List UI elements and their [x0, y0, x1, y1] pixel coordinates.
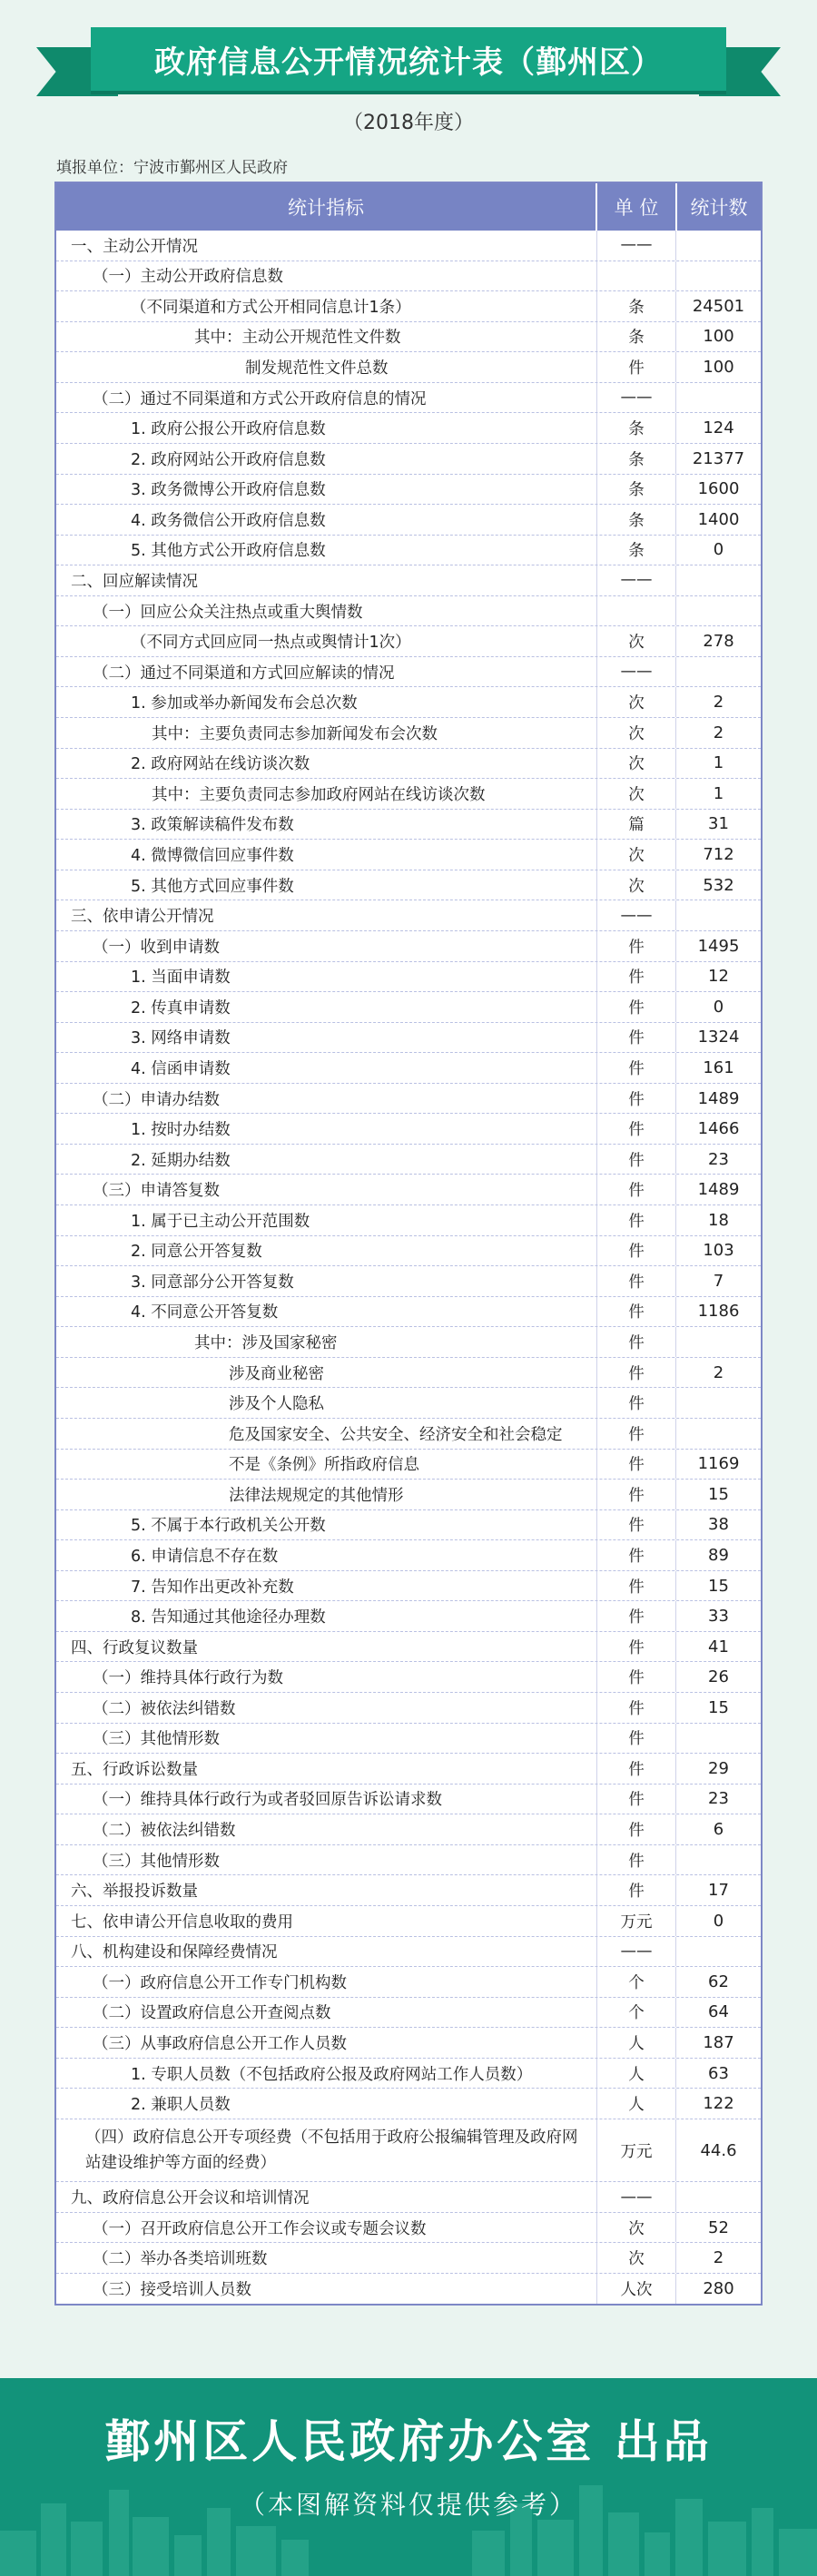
indicator-cell: 2. 政府网站公开政府信息数 [56, 444, 597, 474]
table-row [56, 900, 761, 931]
count-cell: 29 [708, 1758, 729, 1778]
indicator-cell: 2. 政府网站在线访谈次数 [56, 749, 597, 779]
indicator-cell: 1. 按时办结数 [56, 1114, 597, 1144]
indicator-cell: （不同方式回应同一热点或舆情计1次） [56, 626, 597, 656]
indicator-cell: 3. 政务微博公开政府信息数 [56, 475, 597, 505]
table-row [56, 1450, 761, 1480]
unit-cell: 个 [597, 1998, 676, 2028]
count-cell: 1400 [697, 509, 740, 529]
table-row [56, 2119, 761, 2182]
indicator-cell: （二）举办各类培训班数 [56, 2243, 597, 2273]
table-row [56, 2274, 761, 2304]
unit-cell: 件 [597, 1754, 676, 1784]
unit-cell: 次 [597, 779, 676, 809]
indicator-cell: 2. 兼职人员数 [56, 2089, 597, 2119]
count-cell [676, 1419, 761, 1449]
count-cell: 124 [703, 418, 734, 438]
count-cell [676, 1845, 761, 1875]
table-row [56, 687, 761, 718]
table-row [56, 383, 761, 414]
count-cell: 712 [703, 845, 734, 865]
unit-cell: 件 [597, 1510, 676, 1540]
indicator-cell: 其中：主要负责同志参加新闻发布会次数 [56, 718, 597, 748]
unit-cell: 件 [597, 1358, 676, 1388]
unit-cell [597, 261, 676, 291]
unit-cell: 万元 [597, 2119, 676, 2181]
table-row [56, 1967, 761, 1998]
unit-cell: 件 [597, 1693, 676, 1723]
unit-cell: 件 [597, 1724, 676, 1754]
count-cell: 24501 [692, 296, 745, 316]
indicator-cell: 3. 网络申请数 [56, 1023, 597, 1053]
table-row [56, 718, 761, 749]
count-cell: 187 [703, 2032, 734, 2052]
count-cell [676, 231, 761, 261]
unit-cell: 篇 [597, 810, 676, 840]
unit-cell: 条 [597, 322, 676, 352]
indicator-cell: 1. 参加或举办新闻发布会总次数 [56, 687, 597, 717]
table-row [56, 1266, 761, 1297]
count-cell: 7 [713, 1271, 724, 1291]
indicator-cell: 七、依申请公开信息收取的费用 [56, 1906, 597, 1936]
table-row [56, 1358, 761, 1389]
table-row [56, 1662, 761, 1693]
table-row [56, 2089, 761, 2119]
table-row [56, 1510, 761, 1541]
indicator-cell: 2. 传真申请数 [56, 992, 597, 1022]
indicator-cell: 五、行政诉讼数量 [56, 1754, 597, 1784]
table-body [56, 231, 761, 2304]
header-indicator: 统计指标 [56, 183, 597, 231]
count-cell [676, 261, 761, 291]
count-cell [676, 2182, 761, 2212]
unit-cell: 件 [597, 1845, 676, 1875]
unit-cell: 人 [597, 2059, 676, 2089]
count-cell [676, 565, 761, 595]
count-cell: 100 [703, 327, 734, 347]
table-row [56, 992, 761, 1023]
unit-cell: 件 [597, 1205, 676, 1235]
indicator-cell: 不是《条例》所指政府信息 [56, 1450, 597, 1480]
unit-cell: 条 [597, 291, 676, 321]
indicator-cell: （四）政府信息公开专项经费（不包括用于政府公报编辑管理及政府网站建设维护等方面的经费） [56, 2119, 597, 2181]
count-cell: 1489 [697, 1088, 740, 1108]
table-row [56, 1906, 761, 1937]
count-cell [676, 383, 761, 413]
indicator-cell: 4. 信函申请数 [56, 1053, 597, 1083]
indicator-cell: （三）接受培训人员数 [56, 2274, 597, 2304]
indicator-cell: （一）召开政府信息公开工作会议或专题会议数 [56, 2213, 597, 2243]
indicator-cell: 其中：涉及国家秘密 [56, 1327, 597, 1357]
indicator-cell: 涉及商业秘密 [56, 1358, 597, 1388]
indicator-cell: 2. 延期办结数 [56, 1145, 597, 1175]
unit-cell: 次 [597, 840, 676, 870]
page-title: 政府信息公开情况统计表（鄞州区） [91, 27, 726, 91]
unit-cell: 次 [597, 749, 676, 779]
unit-cell: 件 [597, 1175, 676, 1204]
indicator-cell: 5. 不属于本行政机关公开数 [56, 1510, 597, 1540]
footer-disclaimer: （本图解资料仅提供参考） [239, 2490, 577, 2520]
table-row [56, 1785, 761, 1815]
indicator-cell: 九、政府信息公开会议和培训情况 [56, 2182, 597, 2212]
table-row [56, 1937, 761, 1968]
count-cell: 38 [708, 1515, 729, 1535]
indicator-cell: 法律法规规定的其他情形 [56, 1480, 597, 1509]
unit-cell: 件 [597, 1236, 676, 1266]
indicator-cell: 涉及个人隐私 [56, 1388, 597, 1418]
unit-cell: 件 [597, 1145, 676, 1175]
unit-cell: 条 [597, 413, 676, 443]
indicator-cell: 1. 专职人员数（不包括政府公报及政府网站工作人员数） [56, 2059, 597, 2089]
table-row [56, 596, 761, 627]
unit-cell: 件 [597, 1875, 676, 1905]
unit-cell: 件 [597, 1450, 676, 1480]
table-row [56, 749, 761, 780]
table-row [56, 1814, 761, 1845]
table-row [56, 1114, 761, 1145]
unit-cell [597, 596, 676, 626]
indicator-cell: 二、回应解读情况 [56, 565, 597, 595]
count-cell: 0 [713, 1911, 724, 1931]
count-cell: 31 [708, 814, 729, 834]
indicator-cell: 2. 同意公开答复数 [56, 1236, 597, 1266]
count-cell: 2 [713, 1362, 724, 1382]
filling-unit: 填报单位：宁波市鄞州区人民政府 [56, 159, 288, 177]
table-row [56, 2213, 761, 2244]
count-cell: 41 [708, 1637, 729, 1657]
indicator-cell: （二）被依法纠错数 [56, 1693, 597, 1723]
table-row [56, 1540, 761, 1571]
table-row [56, 2028, 761, 2059]
unit-cell: 件 [597, 931, 676, 961]
indicator-cell: 5. 其他方式公开政府信息数 [56, 536, 597, 565]
table-row [56, 657, 761, 688]
unit-cell: —— [597, 900, 676, 930]
title-banner [0, 27, 817, 100]
count-cell [676, 900, 761, 930]
indicator-cell: 三、依申请公开情况 [56, 900, 597, 930]
table-row [56, 565, 761, 596]
count-cell: 1186 [697, 1302, 740, 1322]
count-cell [676, 1327, 761, 1357]
unit-cell: —— [597, 1937, 676, 1967]
count-cell: 1495 [697, 936, 740, 956]
unit-cell: 件 [597, 1785, 676, 1814]
table-row [56, 1601, 761, 1632]
indicator-cell: （三）其他情形数 [56, 1724, 597, 1754]
report-year: （2018年度） [343, 112, 474, 134]
indicator-cell: （一）维持具体行政行为或者驳回原告诉讼请求数 [56, 1785, 597, 1814]
indicator-cell: 1. 当面申请数 [56, 962, 597, 992]
unit-cell: 件 [597, 1480, 676, 1509]
count-cell: 44.6 [700, 2140, 737, 2160]
footer-title: 鄞州区人民政府办公室 出品 [104, 2414, 713, 2468]
unit-cell: 件 [597, 1266, 676, 1296]
count-cell: 1324 [697, 1027, 740, 1047]
count-cell: 15 [708, 1484, 729, 1504]
indicator-cell: （二）通过不同渠道和方式公开政府信息的情况 [56, 383, 597, 413]
count-cell: 63 [708, 2063, 729, 2083]
indicator-cell: 其中：主要负责同志参加政府网站在线访谈次数 [56, 779, 597, 809]
indicator-cell: 7. 告知作出更改补充数 [56, 1571, 597, 1601]
count-cell: 6 [713, 1820, 724, 1840]
indicator-cell: 3. 同意部分公开答复数 [56, 1266, 597, 1296]
indicator-cell: 1. 属于已主动公开范围数 [56, 1205, 597, 1235]
table-row [56, 810, 761, 841]
unit-cell: —— [597, 2182, 676, 2212]
table-row [56, 536, 761, 566]
unit-cell: 件 [597, 1388, 676, 1418]
unit-cell: 件 [597, 1023, 676, 1053]
count-cell [676, 1388, 761, 1418]
unit-cell: 个 [597, 1967, 676, 1997]
count-cell [676, 596, 761, 626]
header-count: 统计数 [690, 197, 748, 219]
unit-cell: 件 [597, 1114, 676, 1144]
count-cell: 1 [713, 753, 724, 773]
unit-cell: 条 [597, 444, 676, 474]
city-skyline-illustration [0, 2467, 817, 2576]
unit-cell: 条 [597, 475, 676, 505]
unit-cell: 件 [597, 992, 676, 1022]
table-row [56, 261, 761, 292]
unit-cell: 条 [597, 536, 676, 565]
indicator-cell: 5. 其他方式回应事件数 [56, 870, 597, 900]
unit-cell: 件 [597, 1419, 676, 1449]
header-unit: 单 位 [597, 183, 677, 231]
unit-cell: 件 [597, 962, 676, 992]
count-cell: 62 [708, 1971, 729, 1991]
table-row [56, 779, 761, 810]
indicator-cell: 制发规范性文件总数 [56, 352, 597, 382]
unit-cell: —— [597, 657, 676, 687]
table-row [56, 1175, 761, 1205]
table-row [56, 1875, 761, 1906]
count-cell: 103 [703, 1241, 734, 1261]
indicator-cell: 1. 政府公报公开政府信息数 [56, 413, 597, 443]
footer [0, 2378, 817, 2576]
count-cell: 278 [703, 632, 734, 652]
table-row [56, 352, 761, 383]
table-header [56, 183, 761, 231]
count-cell: 23 [708, 1789, 729, 1809]
table-row [56, 1571, 761, 1602]
indicator-cell: 八、机构建设和保障经费情况 [56, 1937, 597, 1967]
indicator-cell: 4. 不同意公开答复数 [56, 1297, 597, 1327]
unit-cell: 次 [597, 2213, 676, 2243]
count-cell: 15 [708, 1697, 729, 1717]
table-row [56, 931, 761, 962]
count-cell: 17 [708, 1881, 729, 1901]
unit-cell: —— [597, 383, 676, 413]
count-cell: 89 [708, 1545, 729, 1565]
unit-cell: 件 [597, 352, 676, 382]
table-row [56, 2243, 761, 2274]
table-row [56, 1145, 761, 1175]
count-cell: 18 [708, 1210, 729, 1230]
table-row [56, 1388, 761, 1419]
indicator-cell: 一、主动公开情况 [56, 231, 597, 261]
indicator-cell: （二）通过不同渠道和方式回应解读的情况 [56, 657, 597, 687]
count-cell: 12 [708, 967, 729, 987]
unit-cell: 件 [597, 1601, 676, 1631]
count-cell: 532 [703, 875, 734, 895]
table-row [56, 1297, 761, 1328]
unit-cell: 万元 [597, 1906, 676, 1936]
indicator-cell: （一）政府信息公开工作专门机构数 [56, 1967, 597, 1997]
table-row [56, 962, 761, 993]
unit-cell: 次 [597, 870, 676, 900]
count-cell: 161 [703, 1057, 734, 1077]
table-row [56, 1053, 761, 1084]
count-cell: 21377 [692, 448, 745, 468]
indicator-cell: 六、举报投诉数量 [56, 1875, 597, 1905]
unit-cell: 件 [597, 1084, 676, 1114]
count-cell: 64 [708, 2002, 729, 2022]
indicator-cell: 四、行政复议数量 [56, 1632, 597, 1662]
unit-cell: 件 [597, 1327, 676, 1357]
count-cell: 122 [703, 2094, 734, 2114]
count-cell: 0 [713, 997, 724, 1017]
statistics-table [54, 182, 763, 2306]
table-row [56, 322, 761, 353]
indicator-cell: （三）申请答复数 [56, 1175, 597, 1204]
unit-cell: 条 [597, 505, 676, 535]
table-row [56, 413, 761, 444]
table-row [56, 2059, 761, 2089]
unit-cell: 次 [597, 626, 676, 656]
unit-cell: —— [597, 565, 676, 595]
unit-cell: 件 [597, 1632, 676, 1662]
unit-cell: 人 [597, 2089, 676, 2119]
table-row [56, 1023, 761, 1054]
table-row [56, 291, 761, 322]
table-row [56, 1327, 761, 1358]
table-row [56, 1724, 761, 1755]
table-row [56, 1480, 761, 1510]
count-cell: 2 [713, 2248, 724, 2268]
indicator-cell: （三）从事政府信息公开工作人员数 [56, 2028, 597, 2058]
indicator-cell: （二）申请办结数 [56, 1084, 597, 1114]
count-cell: 0 [713, 540, 724, 560]
unit-cell: 件 [597, 1053, 676, 1083]
unit-cell: 次 [597, 687, 676, 717]
count-cell: 23 [708, 1149, 729, 1169]
indicator-cell: （一）回应公众关注热点或重大舆情数 [56, 596, 597, 626]
indicator-cell: 6. 申请信息不存在数 [56, 1540, 597, 1570]
count-cell: 1 [713, 783, 724, 803]
count-cell: 280 [703, 2278, 734, 2298]
table-row [56, 231, 761, 261]
count-cell: 1489 [697, 1180, 740, 1200]
table-row [56, 505, 761, 536]
table-row [56, 1419, 761, 1450]
table-row [56, 626, 761, 657]
indicator-cell: （二）被依法纠错数 [56, 1814, 597, 1844]
table-row [56, 1693, 761, 1724]
unit-cell: 件 [597, 1571, 676, 1601]
unit-cell: 次 [597, 2243, 676, 2273]
indicator-cell: （二）设置政府信息公开查阅点数 [56, 1998, 597, 2028]
table-row [56, 1845, 761, 1876]
unit-cell: 件 [597, 1662, 676, 1692]
count-cell [676, 1937, 761, 1967]
unit-cell: 次 [597, 718, 676, 748]
indicator-cell: 其中：主动公开规范性文件数 [56, 322, 597, 352]
unit-cell: 件 [597, 1540, 676, 1570]
count-cell: 2 [713, 723, 724, 742]
count-cell: 2 [713, 693, 724, 713]
table-row [56, 1084, 761, 1115]
count-cell: 52 [708, 2217, 729, 2237]
table-row [56, 1205, 761, 1236]
indicator-cell: （不同渠道和方式公开相同信息计1条） [56, 291, 597, 321]
count-cell: 26 [708, 1667, 729, 1687]
table-row [56, 475, 761, 506]
table-row [56, 1754, 761, 1785]
unit-cell: 人 [597, 2028, 676, 2058]
table-row [56, 1236, 761, 1267]
table-row [56, 840, 761, 870]
indicator-cell: 危及国家安全、公共安全、经济安全和社会稳定 [56, 1419, 597, 1449]
indicator-cell: （一）维持具体行政行为数 [56, 1662, 597, 1692]
indicator-cell: 8. 告知通过其他途径办理数 [56, 1601, 597, 1631]
unit-cell: 件 [597, 1814, 676, 1844]
unit-cell: 人次 [597, 2274, 676, 2304]
table-row [56, 870, 761, 901]
count-cell: 1600 [697, 479, 740, 499]
indicator-cell: 4. 政务微信公开政府信息数 [56, 505, 597, 535]
count-cell: 15 [708, 1576, 729, 1596]
table-row [56, 2182, 761, 2213]
unit-cell: —— [597, 231, 676, 261]
indicator-cell: （三）其他情形数 [56, 1845, 597, 1875]
indicator-cell: （一）主动公开政府信息数 [56, 261, 597, 291]
count-cell [676, 657, 761, 687]
table-row [56, 1998, 761, 2029]
table-row [56, 1632, 761, 1663]
table-row [56, 444, 761, 475]
indicator-cell: （一）收到申请数 [56, 931, 597, 961]
indicator-cell: 3. 政策解读稿件发布数 [56, 810, 597, 840]
indicator-cell: 4. 微博微信回应事件数 [56, 840, 597, 870]
count-cell [676, 1724, 761, 1754]
count-cell: 100 [703, 358, 734, 378]
count-cell: 1466 [697, 1119, 740, 1139]
unit-cell: 件 [597, 1297, 676, 1327]
count-cell: 1169 [697, 1454, 740, 1474]
count-cell: 33 [708, 1607, 729, 1627]
